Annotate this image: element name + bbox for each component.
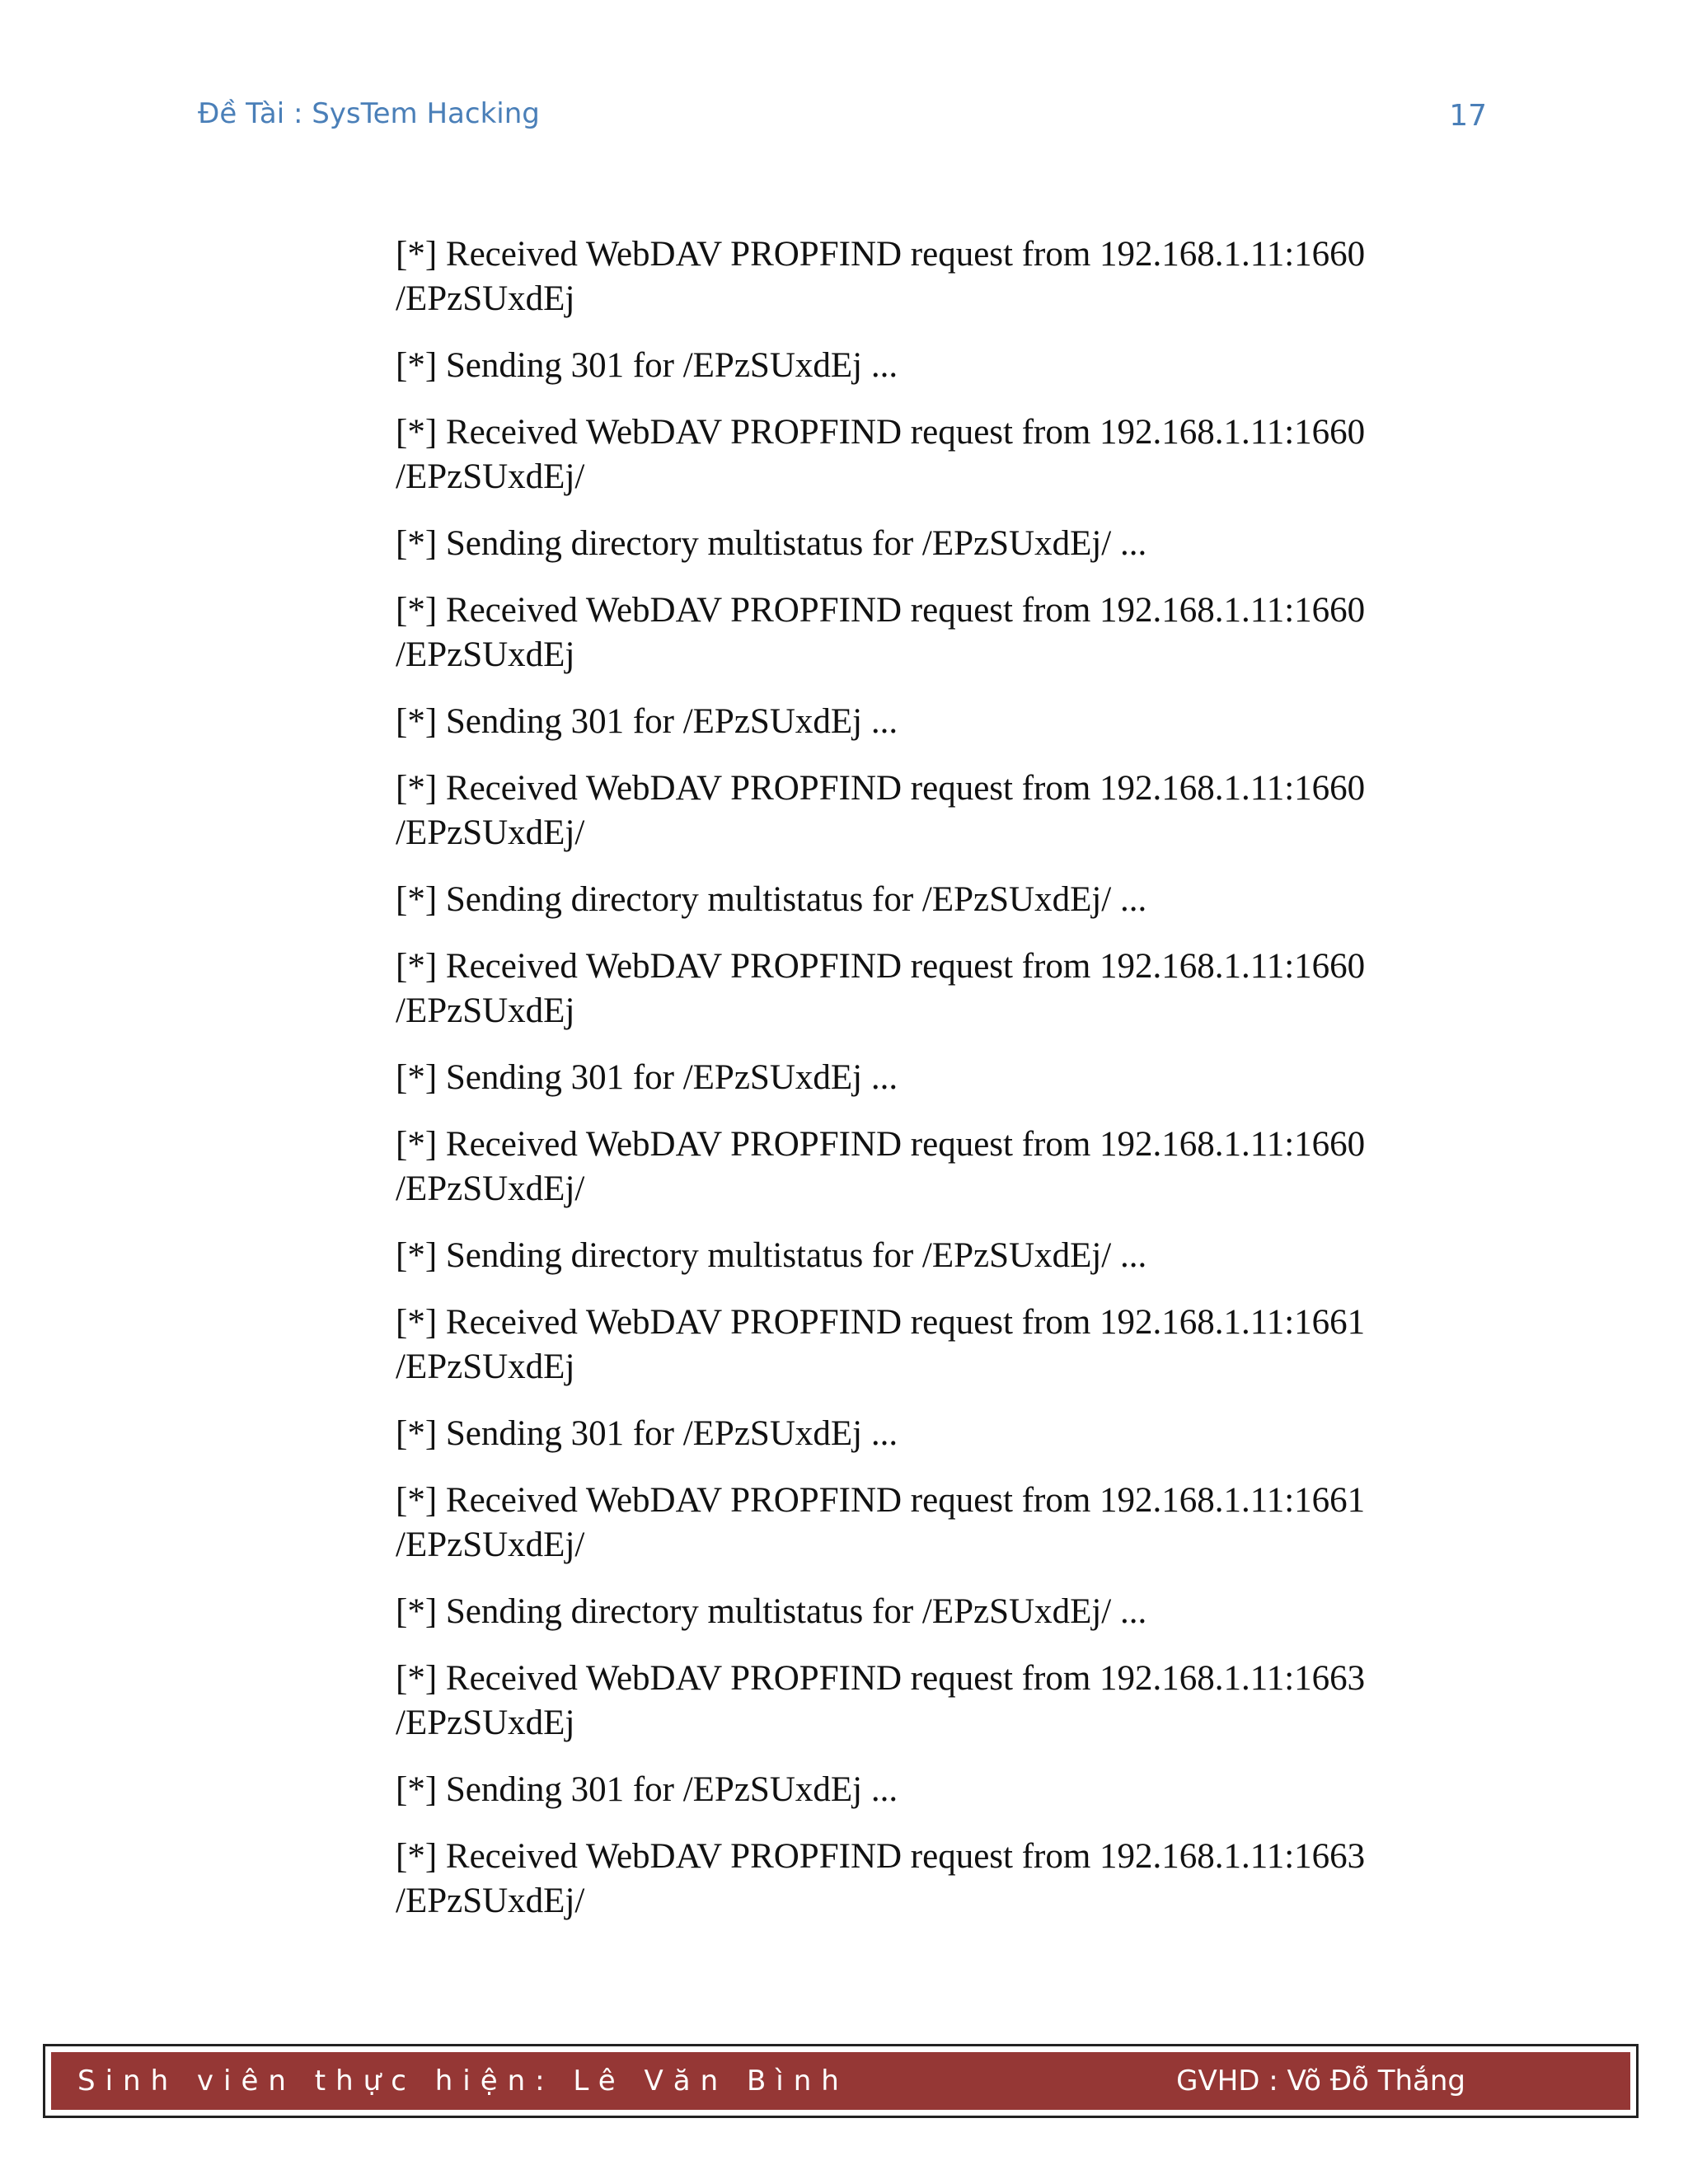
log-entry — [396, 344, 1434, 388]
log-line: /EPzSUxdEj/ — [396, 457, 585, 496]
log-line: [*] Sending 301 for /EPzSUxdEj ... — [396, 346, 898, 385]
log-entry — [396, 1301, 1434, 1390]
log-entry — [396, 1234, 1434, 1278]
log-entry — [396, 944, 1434, 1033]
log-line: [*] Sending directory multistatus for /EPzSUxdEj/ ... — [396, 1592, 1147, 1631]
log-entry — [396, 1122, 1434, 1212]
log-line: /EPzSUxdEj — [396, 635, 575, 674]
log-line: [*] Sending 301 for /EPzSUxdEj ... — [396, 1414, 898, 1453]
log-line: [*] Received WebDAV PROPFIND request from 192.168.1.11:1660 — [396, 413, 1366, 452]
log-line: [*] Received WebDAV PROPFIND request from 192.168.1.11:1661 — [396, 1303, 1366, 1342]
log-line: [*] Received WebDAV PROPFIND request from 192.168.1.11:1663 — [396, 1837, 1366, 1876]
log-line: [*] Received WebDAV PROPFIND request from 192.168.1.11:1663 — [396, 1659, 1366, 1698]
log-line: /EPzSUxdEj/ — [396, 1526, 585, 1564]
log-entry — [396, 700, 1434, 744]
log-line: [*] Sending directory multistatus for /EPzSUxdEj/ ... — [396, 524, 1147, 563]
log-line: /EPzSUxdEj/ — [396, 813, 585, 852]
log-line: [*] Sending 301 for /EPzSUxdEj ... — [396, 1058, 898, 1097]
footer-frame — [43, 2044, 1639, 2118]
log-entry — [396, 1412, 1434, 1456]
header-title: Đề Tài : SysTem Hacking — [198, 97, 540, 130]
log-entry — [396, 1056, 1434, 1100]
log-output — [396, 232, 1434, 1946]
log-entry — [396, 1835, 1434, 1924]
log-entry — [396, 1657, 1434, 1746]
log-line: [*] Sending directory multistatus for /EPzSUxdEj/ ... — [396, 1236, 1147, 1275]
log-entry — [396, 522, 1434, 566]
log-line: [*] Received WebDAV PROPFIND request from 192.168.1.11:1660 — [396, 591, 1366, 630]
log-entry — [396, 1590, 1434, 1634]
log-line: /EPzSUxdEj — [396, 1704, 575, 1742]
log-line: [*] Received WebDAV PROPFIND request from 192.168.1.11:1660 — [396, 769, 1366, 808]
log-line: [*] Received WebDAV PROPFIND request from 192.168.1.11:1660 — [396, 235, 1366, 274]
log-line: /EPzSUxdEj — [396, 991, 575, 1030]
log-entry — [396, 410, 1434, 499]
log-line: /EPzSUxdEj — [396, 1347, 575, 1386]
log-entry — [396, 588, 1434, 677]
log-entry — [396, 766, 1434, 855]
log-entry — [396, 878, 1434, 922]
log-line: /EPzSUxdEj/ — [396, 1882, 585, 1920]
log-line: [*] Received WebDAV PROPFIND request from 192.168.1.11:1660 — [396, 1125, 1366, 1164]
log-entry — [396, 1479, 1434, 1568]
log-line: [*] Received WebDAV PROPFIND request from 192.168.1.11:1661 — [396, 1481, 1366, 1520]
log-entry — [396, 1768, 1434, 1812]
footer-student: Sinh viên thực hiện: Lê Văn Bình — [77, 2064, 849, 2097]
log-line: [*] Sending 301 for /EPzSUxdEj ... — [396, 702, 898, 741]
log-entry — [396, 232, 1434, 321]
log-line: [*] Received WebDAV PROPFIND request from 192.168.1.11:1660 — [396, 947, 1366, 986]
footer-advisor: GVHD : Võ Đỗ Thắng — [1176, 2064, 1465, 2097]
page-number: 17 — [1449, 99, 1487, 133]
log-line: /EPzSUxdEj/ — [396, 1169, 585, 1208]
footer-bar — [51, 2052, 1630, 2110]
log-line: [*] Sending directory multistatus for /EPzSUxdEj/ ... — [396, 880, 1147, 919]
log-line: [*] Sending 301 for /EPzSUxdEj ... — [396, 1770, 898, 1809]
log-line: /EPzSUxdEj — [396, 279, 575, 318]
